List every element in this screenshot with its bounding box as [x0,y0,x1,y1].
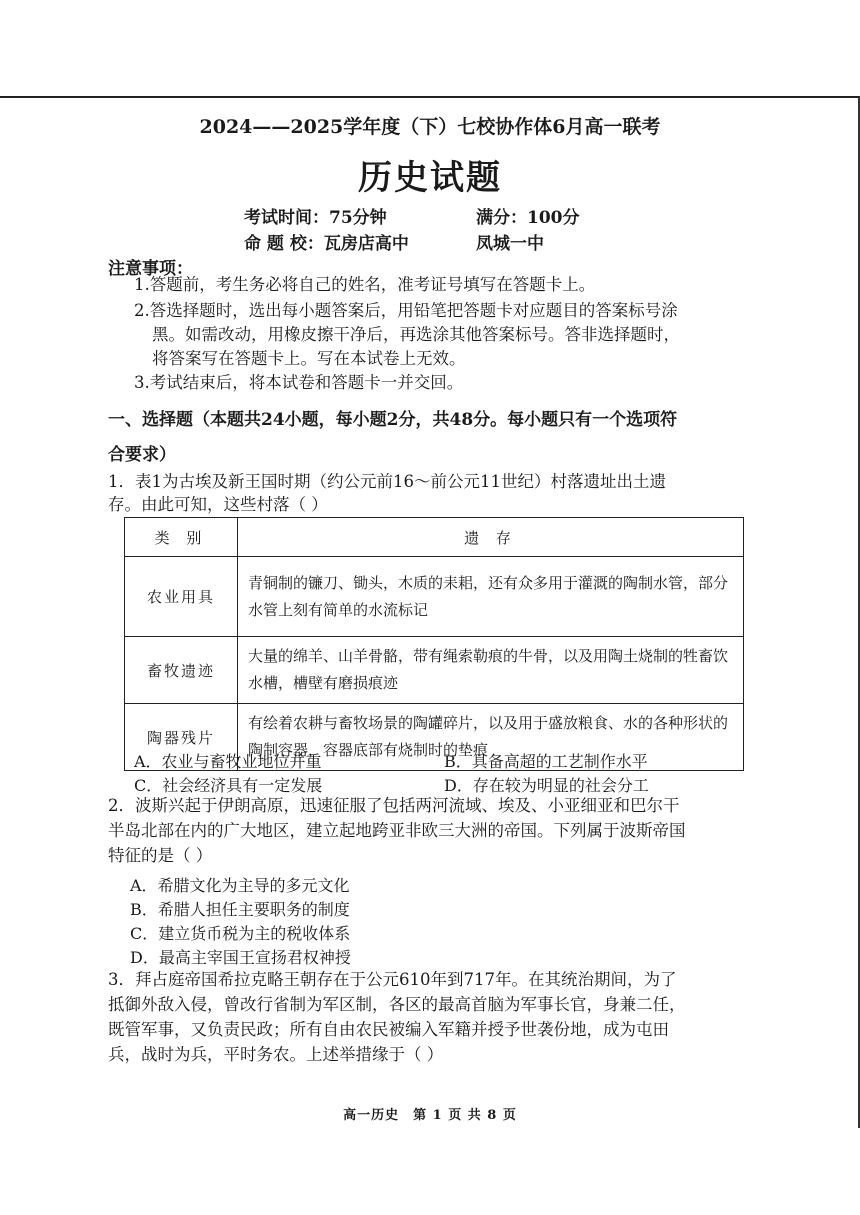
table-header-row [125,518,744,557]
table-cell-category: 畜牧遗迹 [125,637,238,704]
page-footer: 高一历史 第 1 页 共 8 页 [343,1108,517,1123]
table-header-category: 类 别 [125,518,238,557]
q2-option-a: A．希腊文化为主导的多元文化 [130,876,350,895]
table-cell-relics: 青铜制的镰刀、锄头，木质的耒耜，还有众多用于灌溉的陶制水管，部分水管上刻有简单的水流标记 [238,557,744,637]
section-heading-cont: 合要求） [108,445,176,465]
question-1-stem: 1．表1为古埃及新王国时期（约公元前16～前公元11世纪）村落遗址出土遗 [108,472,666,491]
exam-header: 2024——2025学年度（下）七校协作体6月高一联考 [199,116,661,138]
note-item: 3.考试结束后，将本试卷和答题卡一并交回。 [134,373,464,392]
question-1-stem-cont: 存。由此可知，这些村落（ ） [108,495,328,514]
table-cell-relics: 大量的绵羊、山羊骨骼，带有绳索勒痕的牛骨，以及用陶土烧制的牲畜饮水槽，槽壁有磨损痕迹 [238,637,744,704]
q1-option-d: D．存在较为明显的社会分工 [444,776,649,795]
question-2-stem-cont: 特征的是（ ） [108,846,213,865]
question-2-stem-cont: 半岛北部在内的广大地区，建立起地跨亚非欧三大洲的帝国。下列属于波斯帝国 [108,821,686,840]
table-cell-category: 陶器残片 [125,704,238,771]
q1-option-a: A．农业与畜牧业地位并重 [134,752,322,771]
note-item: 黑。如需改动，用橡皮擦干净后，再选涂其他答案标号。答非选择题时， [152,325,680,344]
notes-heading: 注意事项： [108,259,193,279]
relics-table [124,517,744,771]
q1-option-b: B．具备高超的工艺制作水平 [444,752,648,771]
question-3-stem-cont: 兵，战时为兵，平时务农。上述举措缘于（ ） [108,1045,444,1064]
note-item: 1.答题前，考生务必将自己的姓名，准考证号填写在答题卡上。 [134,275,596,294]
q2-option-b: B．希腊人担任主要职务的制度 [130,900,350,919]
table-row [125,557,744,637]
note-item: 将答案写在答题卡上。写在本试卷上无效。 [152,349,466,368]
q2-option-d: D．最高主宰国王宣扬君权神授 [130,948,351,967]
table-cell-relics: 有绘着农耕与畜牧场景的陶罐碎片，以及用于盛放粮食、水的各种形状的陶制容器，容器底部有烧制时的垫痕 [238,704,744,771]
question-3-stem-cont: 抵御外敌入侵，曾改行省制为军区制，各区的最高首脑为军事长官，身兼二任， [108,995,686,1014]
exam-time: 考试时间：75分钟 [244,208,387,228]
table-cell-category: 农业用具 [125,557,238,637]
question-3-stem: 3．拜占庭帝国希拉克略王朝存在于公元610年到717年。在其统治期间，为了 [108,970,677,989]
question-2-stem: 2．波斯兴起于伊朗高原，迅速征服了包括两河流域、埃及、小亚细亚和巴尔干 [108,796,680,815]
page-title: 历史试题 [358,158,502,198]
q1-option-c: C．社会经济具有一定发展 [134,776,323,795]
note-item: 2.答选择题时，选出每小题答案后，用铅笔把答题卡对应题目的答案标号涂 [134,301,678,320]
section-heading: 一、选择题（本题共24小题，每小题2分，共48分。每小题只有一个选项符 [108,410,678,430]
table-row [125,637,744,704]
q2-option-c: C．建立货币税为主的税收体系 [130,924,351,943]
table-header-relics: 遗 存 [238,518,744,557]
exam-school-2: 凤城一中 [476,234,544,254]
question-3-stem-cont: 既管军事，又负责民政；所有自由农民被编入军籍并授予世袭份地，成为屯田 [108,1020,669,1039]
exam-schools: 命 题 校：瓦房店高中 [244,234,409,254]
exam-score: 满分：100分 [476,208,580,228]
